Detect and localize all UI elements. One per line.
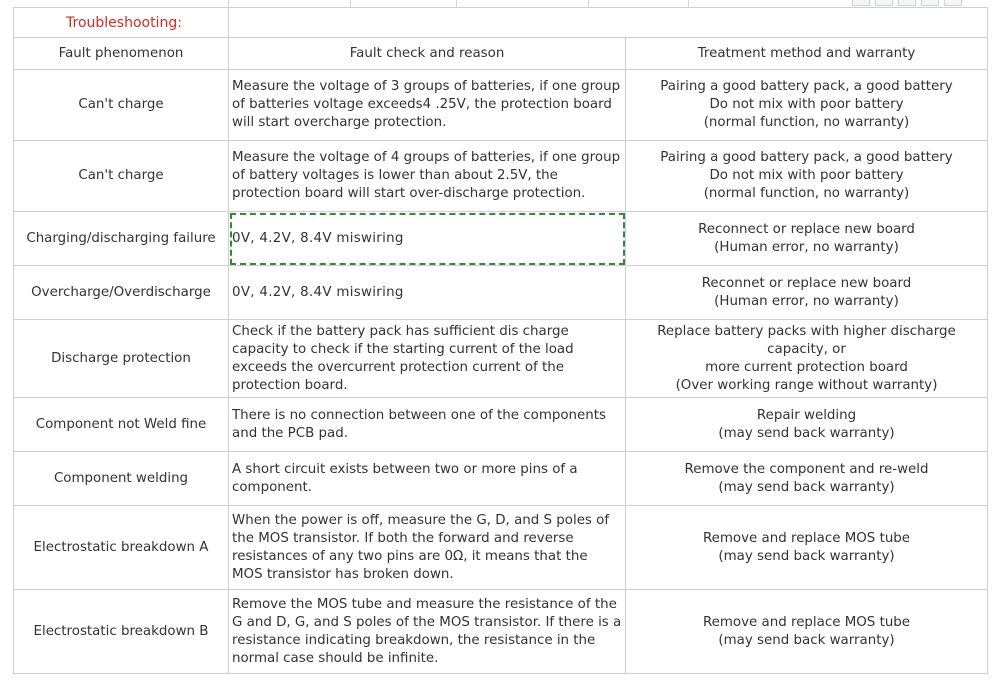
fault-cell[interactable]: Component not Weld fine xyxy=(14,398,229,452)
treatment-line: Reconnect or replace new board xyxy=(698,221,915,237)
table-title: Troubleshooting: xyxy=(14,8,229,38)
treatment-line: (Human error, no warranty) xyxy=(714,239,899,255)
treatment-line: Do not mix with poor battery xyxy=(709,168,904,183)
treatment-line: Reconnet or replace new board xyxy=(701,275,912,291)
treatment-line: (Over working range without warranty) xyxy=(675,377,938,393)
fault-cell[interactable]: Can't charge xyxy=(14,141,229,212)
treatment-line: Replace battery packs with higher discharge capacity, or xyxy=(657,323,956,357)
table-row xyxy=(14,70,988,141)
fault-cell[interactable]: Electrostatic breakdown B xyxy=(14,590,229,674)
fault-cell[interactable]: Component welding xyxy=(14,452,229,506)
fault-cell[interactable]: Discharge protection xyxy=(14,320,229,398)
title-row xyxy=(14,8,988,38)
treatment-line: (normal function, no warranty) xyxy=(703,186,910,201)
check-cell[interactable]: Measure the voltage of 3 groups of batteries, if one group of batteries voltage exceeds4 .25V, the protection board will start overcharge protection. xyxy=(229,70,626,141)
check-cell[interactable]: Measure the voltage of 4 groups of batteries, if one group of battery voltages is lower than about 2.5V, the protection board will start over-discharge protection. xyxy=(229,141,626,212)
treatment-line: Pairing a good battery pack, a good battery xyxy=(660,150,953,165)
toolbar-icon[interactable] xyxy=(875,0,893,6)
check-cell[interactable]: Remove the MOS tube and measure the resistance of the G and D, G, and S poles of the MOS transistor. If there is a resistance indicating breakdown, the resistance in the normal case should be infinite. xyxy=(229,590,626,674)
treatment-line: Pairing a good battery pack, a good battery xyxy=(660,79,953,94)
header-row xyxy=(14,38,988,70)
toolbar-icon[interactable] xyxy=(944,0,962,6)
treatment-cell[interactable] xyxy=(626,70,988,141)
empty-cell[interactable] xyxy=(626,8,988,38)
treatment-cell[interactable] xyxy=(626,506,988,590)
table-row xyxy=(14,212,988,266)
treatment-line: (may send back warranty) xyxy=(718,425,895,441)
header-fault-phenomenon: Fault phenomenon xyxy=(14,38,229,70)
treatment-line: Remove and replace MOS tube xyxy=(702,614,911,630)
table-row xyxy=(14,590,988,674)
treatment-cell[interactable] xyxy=(626,320,988,398)
treatment-line: (may send back warranty) xyxy=(718,548,895,564)
table-row xyxy=(14,452,988,506)
header-fault-check: Fault check and reason xyxy=(229,38,626,70)
treatment-cell[interactable] xyxy=(626,398,988,452)
toolbar-icon[interactable] xyxy=(898,0,916,6)
troubleshooting-table xyxy=(13,7,988,674)
fault-cell[interactable]: Charging/discharging failure xyxy=(14,212,229,266)
treatment-line: Repair welding xyxy=(756,407,857,423)
check-cell[interactable]: 0V, 4.2V, 8.4V miswiring xyxy=(229,266,626,320)
table-row xyxy=(14,506,988,590)
check-cell[interactable]: A short circuit exists between two or more pins of a component. xyxy=(229,452,626,506)
check-cell[interactable]: There is no connection between one of the components and the PCB pad. xyxy=(229,398,626,452)
fault-cell[interactable]: Overcharge/Overdischarge xyxy=(14,266,229,320)
treatment-line: (Human error, no warranty) xyxy=(714,293,899,309)
toolbar-icon[interactable] xyxy=(921,0,939,6)
table-row xyxy=(14,141,988,212)
table-row xyxy=(14,266,988,320)
fault-cell[interactable]: Electrostatic breakdown A xyxy=(14,506,229,590)
table-row xyxy=(14,320,988,398)
empty-cell[interactable] xyxy=(229,8,626,38)
header-treatment: Treatment method and warranty xyxy=(626,38,988,70)
treatment-line: (may send back warranty) xyxy=(718,479,895,495)
treatment-cell[interactable] xyxy=(626,590,988,674)
selected-check-cell[interactable]: 0V, 4.2V, 8.4V miswiring xyxy=(229,212,626,266)
treatment-cell[interactable] xyxy=(626,212,988,266)
treatment-line: Do not mix with poor battery xyxy=(709,97,904,112)
fault-cell[interactable]: Can't charge xyxy=(14,70,229,141)
treatment-line: more current protection board xyxy=(705,359,908,375)
check-cell[interactable]: When the power is off, measure the G, D, and S poles of the MOS transistor. If both the forward and reverse resistances of any two pins are 0Ω, it means that the MOS transistor has broken down. xyxy=(229,506,626,590)
treatment-line: Remove and replace MOS tube xyxy=(702,530,911,546)
treatment-cell[interactable] xyxy=(626,452,988,506)
table-row xyxy=(14,398,988,452)
treatment-cell[interactable] xyxy=(626,141,988,212)
treatment-line: Remove the component and re-weld xyxy=(684,461,929,477)
toolbar-icons xyxy=(852,0,962,7)
check-cell[interactable]: Check if the battery pack has sufficient dis charge capacity to check if the starting current of the load exceeds the overcurrent protection current of the protection board. xyxy=(229,320,626,398)
treatment-line: (may send back warranty) xyxy=(718,632,895,648)
treatment-line: (normal function, no warranty) xyxy=(703,115,910,130)
toolbar-icon[interactable] xyxy=(852,0,870,6)
treatment-cell[interactable] xyxy=(626,266,988,320)
